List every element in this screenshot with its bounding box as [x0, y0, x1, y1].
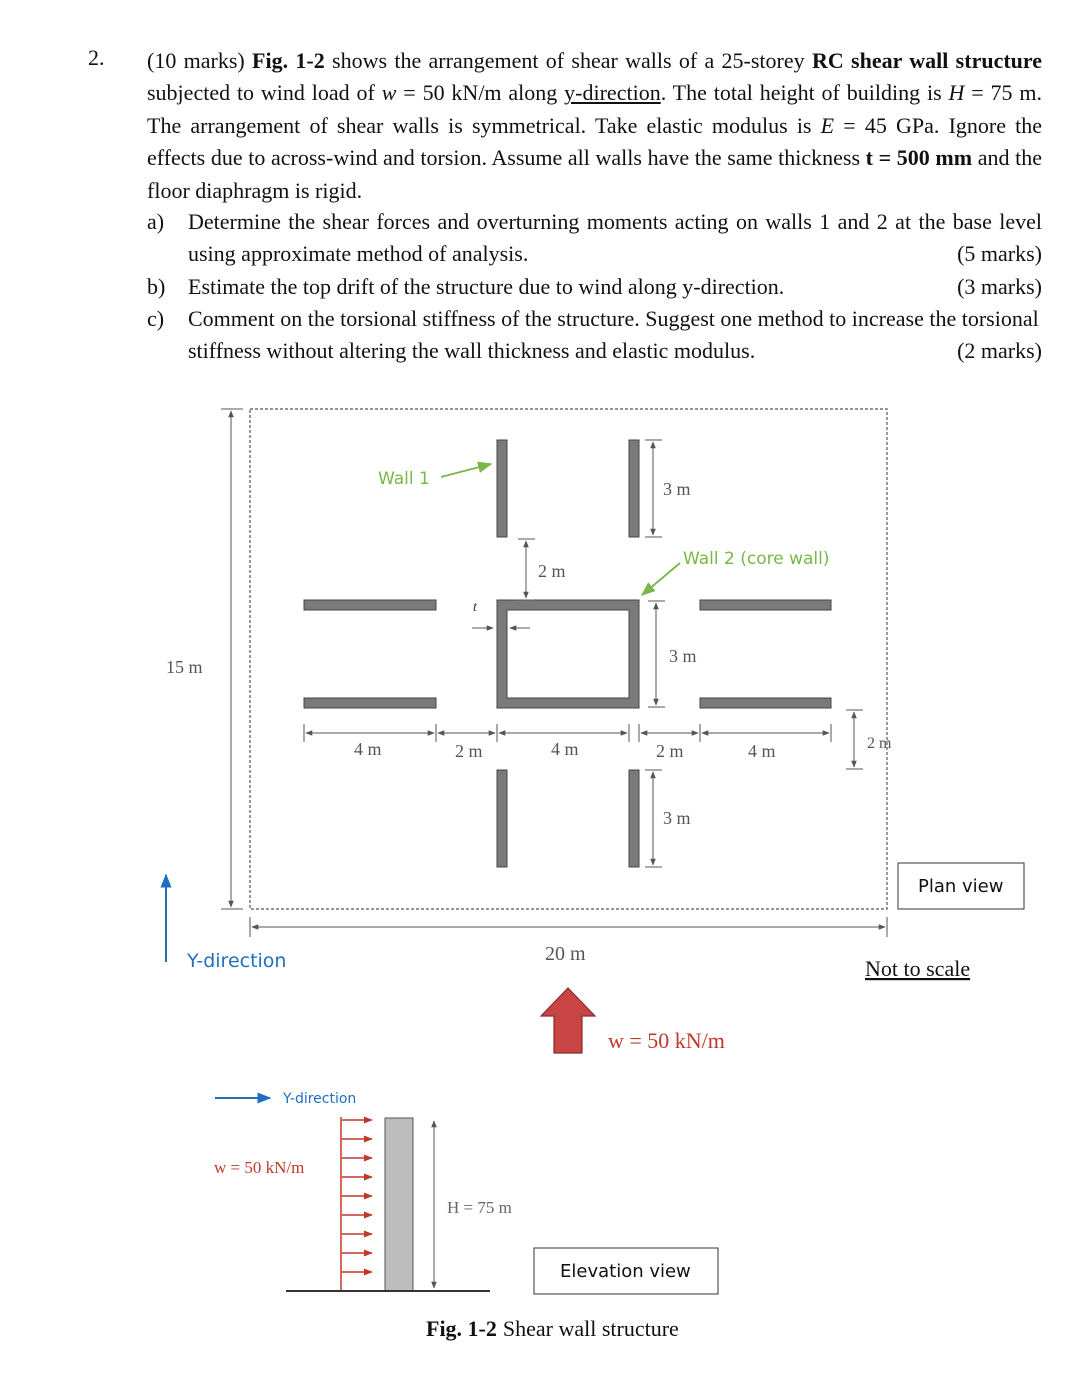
dim-20m: 20 m: [545, 943, 586, 965]
plan-outline: [250, 409, 887, 909]
dim-4m-right: 4 m: [748, 741, 776, 761]
wall-2-core: [497, 600, 639, 708]
wall-1-pointer: [441, 464, 491, 477]
part-body: Estimate the top drift of the structure due to wind along y-direction.: [188, 274, 785, 299]
part-body: Determine the shear forces and overturning moments acting on walls 1 and 2 at the base level using approximate method of analysis.: [188, 209, 1042, 267]
height-label: H = 75 m: [447, 1198, 512, 1217]
dim-4m-center: 4 m: [551, 739, 579, 759]
dim-15m: 15 m: [166, 657, 203, 677]
dim-2m-right: 2 m: [656, 741, 684, 761]
part-marks: (5 marks): [957, 241, 1042, 267]
text-seg: = 45 GPa. Ignore the effects due to across-wind and torsion. Assume all walls have the same thickness: [147, 112, 1043, 171]
part-label: c): [147, 306, 165, 331]
wind-load-label-elev: w = 50 kN/m: [214, 1158, 305, 1177]
wall-bottom-right: [629, 770, 639, 867]
question-number: 2.: [88, 45, 105, 70]
text-seg: shows the arrangement of shear walls of a 25-storey: [332, 48, 805, 73]
text-seg: = 50 kN/m along: [403, 80, 558, 106]
wall-right-upper: [700, 600, 831, 610]
text-seg: and the floor diaphragm is rigid.: [147, 145, 1043, 203]
elevation-view-label: Elevation view: [560, 1261, 691, 1282]
wall-1-top-left: [497, 440, 507, 537]
elevation-wall: [385, 1118, 413, 1291]
wall-2-label: Wall 2 (core wall): [683, 549, 830, 569]
dim-3m-top: 3 m: [663, 479, 691, 499]
marks: (10 marks): [147, 48, 245, 73]
part-marks: (3 marks): [957, 274, 1042, 299]
dim-2m-left: 2 m: [455, 741, 483, 761]
wind-load-arrow: [541, 988, 595, 1053]
y-direction-label-elev: Y-direction: [283, 1091, 357, 1107]
wall-top-right: [629, 440, 639, 537]
symbol-H: H: [948, 80, 965, 106]
not-to-scale: Not to scale: [865, 956, 971, 981]
symbol-w: w: [381, 80, 397, 106]
dim-4m-left: 4 m: [354, 739, 382, 759]
dim-2m-gap: 2 m: [867, 735, 892, 752]
wall-2-pointer: [642, 563, 680, 595]
wall-1-label: Wall 1: [378, 469, 430, 489]
y-direction-underlined: y-direction: [564, 80, 661, 106]
y-direction-label-plan: Y-direction: [187, 950, 287, 972]
plan-view-label: Plan view: [918, 876, 1004, 897]
text-seg: = 75 m. The arrangement of shear walls is symmetrical. Take elastic modulus is: [147, 80, 1043, 138]
part-label: b): [147, 274, 166, 299]
text-seg: . The total height of building is: [660, 80, 942, 106]
walls: [304, 440, 831, 867]
symbol-E: E: [820, 112, 835, 138]
thickness-label: t: [473, 600, 477, 615]
caption-ref: Fig. 1-2: [426, 1316, 497, 1341]
part-marks: (2 marks): [957, 338, 1042, 364]
dimension-lines: [221, 409, 887, 937]
thickness-bold: t = 500 mm: [865, 145, 973, 171]
figure-caption: [426, 1316, 679, 1341]
wall-right-lower: [700, 698, 831, 708]
wall-bottom-left: [497, 770, 507, 867]
caption-text: Shear wall structure: [502, 1316, 679, 1341]
dim-3m-bottom: 3 m: [663, 808, 691, 828]
wind-load-label: w = 50 kN/m: [608, 1028, 725, 1053]
fig-ref: Fig. 1-2: [252, 48, 325, 73]
part-label: a): [147, 209, 165, 234]
dim-3m-core: 3 m: [669, 646, 697, 666]
part-body: Comment on the torsional stiffness of the structure. Suggest one method to increase the torsional stiffness without altering the wall thickness and elastic modulus.: [188, 306, 1039, 364]
text-seg: subjected to wind load of: [147, 80, 375, 106]
wall-left-lower: [304, 698, 436, 708]
structure-type: RC shear wall structure: [811, 48, 1043, 73]
dim-2m-top: 2 m: [538, 561, 566, 581]
wind-load-arrows: [341, 1117, 372, 1290]
wall-left-upper: [304, 600, 436, 610]
